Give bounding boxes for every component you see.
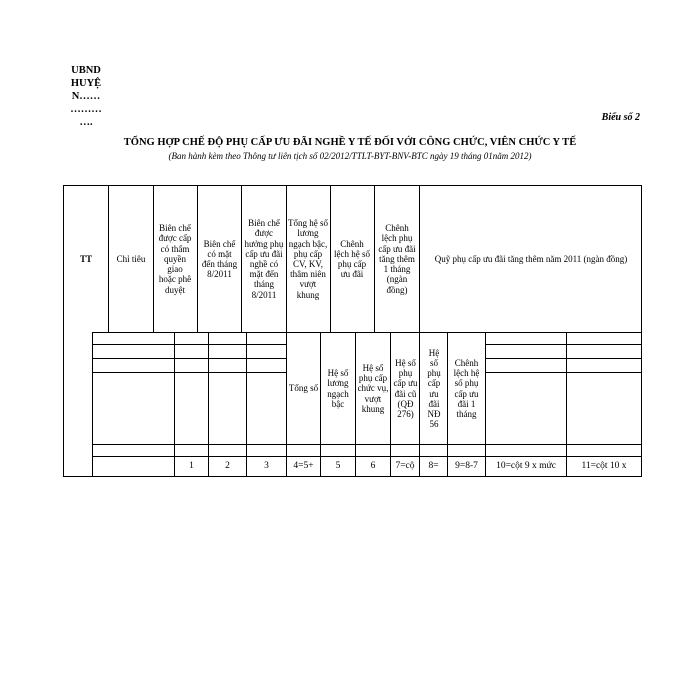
column-number: 5 xyxy=(335,461,341,472)
column-line xyxy=(286,185,287,477)
org-line: …. xyxy=(79,117,93,128)
column-number: 7=cộ xyxy=(395,461,415,472)
column-line xyxy=(174,332,175,477)
column-number: 10=cột 9 x mức xyxy=(496,461,556,472)
header-bien-che-co-mat: Biên chế có mặt đến tháng 8/2011 xyxy=(201,238,238,280)
table-right-border xyxy=(641,185,642,477)
column-number: 6 xyxy=(370,461,376,472)
header-chenh-lech-he-so: Chênh lệch hệ số phụ cấp ưu đãi xyxy=(334,238,370,280)
header-chenh-lech-thang: Chênh lệch phụ cấp ưu đãi tăng thêm 1 tháng (ngàn đồng) xyxy=(378,223,416,295)
column-line xyxy=(419,185,420,477)
subheader-he-so-cu: Hệ số phụ cấp ưu đãi cũ (QĐ 276) xyxy=(393,357,418,419)
header-tong-he-so: Tổng hệ số lương ngạch bậc, phụ cấp CV, KV, thâm niên vượt khung xyxy=(288,218,328,300)
column-line xyxy=(92,332,93,477)
row-line xyxy=(92,372,286,373)
org-line: UBND xyxy=(71,65,101,76)
column-number: 1 xyxy=(189,461,194,472)
column-line xyxy=(355,332,356,477)
header-chi-tieu: Chỉ tiêu xyxy=(116,253,146,264)
org-line: HUYỆ xyxy=(70,78,102,89)
form-number: Biểu số 2 xyxy=(601,112,640,123)
column-line xyxy=(246,332,247,477)
column-number: 8= xyxy=(428,461,439,472)
header-quy-phu-cap: Quỹ phụ cấp ưu đãi tăng thêm năm 2011 (ngàn đồng) xyxy=(434,253,628,264)
document-subtitle: (Ban hành kèm theo Thông tư liên tịch số 02/2012/TTLT-BYT-BNV-BTC ngày 19 tháng 01năm 2012) xyxy=(168,151,532,161)
subheader-he-so-nd56: Hệ số phụ cấp ưu đãi NĐ 56 xyxy=(427,347,441,430)
column-line xyxy=(320,332,321,477)
column-line xyxy=(485,332,486,477)
column-line xyxy=(241,185,242,333)
column-number: 11=cột 10 x xyxy=(581,461,627,472)
column-number: 4=5+ xyxy=(293,461,314,472)
document-title: TỔNG HỢP CHẾ ĐỘ PHỤ CẤP ƯU ĐÃI NGHỀ Y TẾ ĐỐI VỚI CÔNG CHỨC, VIÊN CHỨC Y TẾ xyxy=(123,137,577,148)
row-line xyxy=(92,344,286,345)
column-line xyxy=(447,332,448,477)
table-bottom-border xyxy=(63,476,642,477)
header-bien-che-huong: Biên chế được hưởng phụ cấp ưu đãi nghề có mặt đến tháng 8/2011 xyxy=(244,218,284,300)
subheader-tong-so: Tổng số xyxy=(288,383,319,394)
subheader-he-so-luong: Hệ số lương ngạch bậc xyxy=(327,368,349,409)
row-line xyxy=(485,358,642,359)
row-line xyxy=(92,358,286,359)
column-line xyxy=(208,332,209,477)
column-line xyxy=(374,185,375,333)
org-line: ……… xyxy=(70,104,102,115)
column-line xyxy=(330,185,331,333)
column-line xyxy=(390,332,391,477)
column-number: 2 xyxy=(225,461,230,472)
column-line xyxy=(197,185,198,333)
subheader-chenh-lech-1-thang: Chênh lệch hệ số phụ cấp ưu đãi 1 tháng xyxy=(453,357,480,419)
row-line xyxy=(485,372,642,373)
column-number: 3 xyxy=(264,461,269,472)
subheader-he-so-chuc-vu: Hệ số phụ cấp chức vụ, vượt khung xyxy=(357,362,389,414)
column-number: 9=8-7 xyxy=(455,461,478,472)
row-line xyxy=(485,344,642,345)
header-bien-che-duyet: Biên chế được cấp có thẩm quyền giao hoặc phê duyệt xyxy=(158,223,192,295)
column-line xyxy=(566,332,567,477)
org-line: N…… xyxy=(71,91,101,102)
column-line xyxy=(153,185,154,333)
header-tt: TT xyxy=(79,253,92,264)
